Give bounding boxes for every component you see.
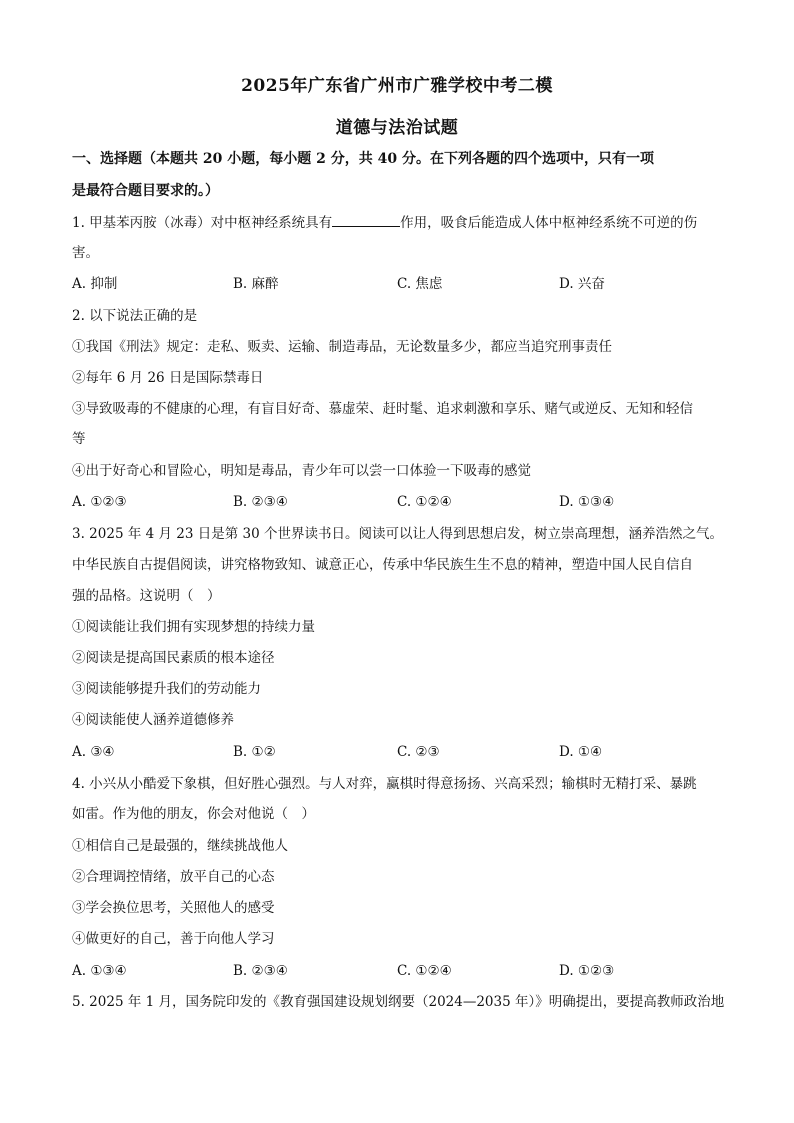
q4-statement-2: ②合理调控情绪，放平自己的心态 [72, 869, 275, 885]
q2-statement-3-line-2: 等 [72, 431, 86, 447]
q3-statement-1: ①阅读能让我们拥有实现梦想的持续力量 [72, 619, 315, 635]
q1-stem-line-1 [72, 214, 732, 232]
q3-stem-line-2: 中华民族自古提倡阅读，讲究格物致知、诚意正心，传承中华民族生生不息的精神，塑造中国人民自信自 [72, 557, 693, 573]
q4-option-d[interactable]: D. ①②③ [559, 963, 615, 979]
q3-option-b[interactable]: B. ①② [233, 744, 276, 760]
q3-options [72, 743, 732, 761]
q3-statement-4: ④阅读能使人涵养道德修养 [72, 712, 234, 728]
q4-option-a[interactable]: A. ①③④ [72, 963, 127, 979]
exam-subtitle: 道德与法治试题 [335, 118, 459, 138]
q4-option-b[interactable]: B. ②③④ [233, 963, 288, 979]
q2-statement-4: ④出于好奇心和冒险心，明知是毒品，青少年可以尝一口体验一下吸毒的感觉 [72, 463, 531, 479]
q1-stem-part-b: 作用，吸食后能造成人体中枢神经系统不可逆的伤 [400, 215, 698, 231]
q1-option-a[interactable]: A. 抑制 [72, 276, 118, 292]
q2-option-c[interactable]: C. ①②④ [397, 494, 452, 510]
section-heading-line-2: 是最符合题目要求的。） [72, 183, 219, 199]
q2-option-a[interactable]: A. ①②③ [72, 494, 127, 510]
q1-options [72, 275, 732, 293]
q1-stem-line-2: 害。 [72, 245, 99, 261]
section-heading-line-1: 一、选择题（本题共 20 小题，每小题 2 分，共 40 分。在下列各题的四个选项中，只有一项 [72, 151, 654, 167]
q4-statement-3: ③学会换位思考，关照他人的感受 [72, 900, 275, 916]
q2-option-b[interactable]: B. ②③④ [233, 494, 288, 510]
q2-statement-2: ②每年 6 月 26 日是国际禁毒日 [72, 370, 264, 386]
q3-option-d[interactable]: D. ①④ [559, 744, 603, 760]
q3-statement-2: ②阅读是提高国民素质的根本途径 [72, 650, 275, 666]
q1-stem-part-a: 1. 甲基苯丙胺（冰毒）对中枢神经系统具有 [72, 215, 333, 231]
q3-statement-3: ③阅读能够提升我们的劳动能力 [72, 681, 261, 697]
q5-stem-line-1: 5. 2025 年 1 月，国务院印发的《教育强国建设规划纲要（2024—2035 年）》明确提出，要提高教师政治地 [72, 994, 725, 1010]
q2-statement-1: ①我国《刑法》规定：走私、贩卖、运输、制造毒品，无论数量多少，都应当追究刑事责任 [72, 339, 612, 355]
q2-statement-3-line-1: ③导致吸毒的不健康的心理，有盲目好奇、慕虚荣、赶时髦、追求刺激和享乐、赌气或逆反、无知和轻信 [72, 401, 693, 417]
q4-statement-4: ④做更好的自己，善于向他人学习 [72, 931, 275, 947]
q3-stem-line-1: 3. 2025 年 4 月 23 日是第 30 个世界读书日。阅读可以让人得到思想启发，树立崇高理想，涵养浩然之气。 [72, 526, 724, 542]
q1-blank [332, 214, 400, 227]
q4-option-c[interactable]: C. ①②④ [397, 963, 452, 979]
q3-option-a[interactable]: A. ③④ [72, 744, 115, 760]
q3-stem-line-3: 强的品格。这说明（ ） [72, 588, 221, 604]
q2-option-d[interactable]: D. ①③④ [559, 494, 615, 510]
q2-stem: 2. 以下说法正确的是 [72, 308, 198, 324]
q4-stem-line-1: 4. 小兴从小酷爱下象棋，但好胜心强烈。与人对弈，赢棋时得意扬扬、兴高采烈；输棋时无精打采、暴跳 [72, 776, 697, 792]
q4-statement-1: ①相信自己是最强的，继续挑战他人 [72, 838, 288, 854]
q2-options [72, 493, 732, 511]
q1-option-d[interactable]: D. 兴奋 [559, 276, 605, 292]
exam-title: 2025年广东省广州市广雅学校中考二模 [241, 76, 553, 96]
q1-option-b[interactable]: B. 麻醉 [233, 276, 279, 292]
q3-option-c[interactable]: C. ②③ [397, 744, 440, 760]
q1-option-c[interactable]: C. 焦虑 [397, 276, 443, 292]
q4-options [72, 962, 732, 980]
q4-stem-line-2: 如雷。作为他的朋友，你会对他说（ ） [72, 806, 315, 822]
